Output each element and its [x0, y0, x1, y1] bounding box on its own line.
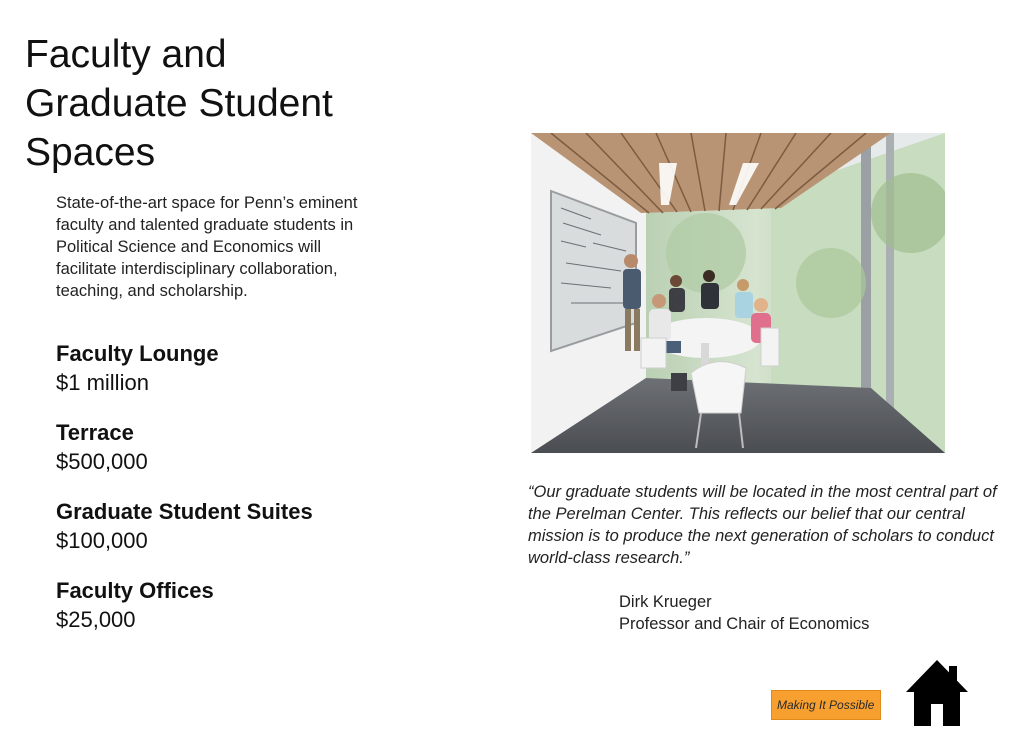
room-rendering-illustration [531, 133, 945, 453]
list-item [56, 498, 396, 577]
title-line-2: Graduate Student [25, 82, 333, 125]
item-amount: $25,000 [56, 607, 136, 632]
item-name: Terrace [56, 420, 134, 445]
item-amount: $1 million [56, 370, 149, 395]
making-it-possible-label: Making It Possible [777, 698, 875, 712]
making-it-possible-button[interactable] [771, 690, 881, 720]
title-line-3: Spaces [25, 131, 156, 174]
intro-paragraph: State-of-the-art space for Penn’s eminent faculty and talented graduate students in Political Science and Economics will facilitate interdisciplinary collaboration, teaching, and scholarship. [56, 194, 358, 300]
title-line-1: Faculty and [25, 33, 227, 76]
home-button[interactable] [904, 658, 970, 728]
home-icon [904, 658, 970, 728]
item-name: Faculty Lounge [56, 341, 219, 366]
item-name: Graduate Student Suites [56, 499, 313, 524]
room-rendering-image [531, 133, 945, 453]
list-item [56, 419, 396, 498]
attribution-role: Professor and Chair of Economics [619, 615, 870, 633]
item-name: Faculty Offices [56, 578, 214, 603]
quote-attribution [619, 591, 869, 635]
list-item [56, 577, 396, 656]
list-item [56, 340, 396, 419]
item-amount: $100,000 [56, 528, 148, 553]
naming-opportunities-list [56, 340, 396, 656]
quote-text: “Our graduate students will be located in the most central part of the Perelman Center. This reflects our belief that our central mission is to produce the next generation of scholars to conduct world-class research.” [528, 483, 997, 567]
attribution-name: Dirk Krueger [619, 593, 712, 611]
item-amount: $500,000 [56, 449, 148, 474]
page-title [25, 30, 425, 177]
